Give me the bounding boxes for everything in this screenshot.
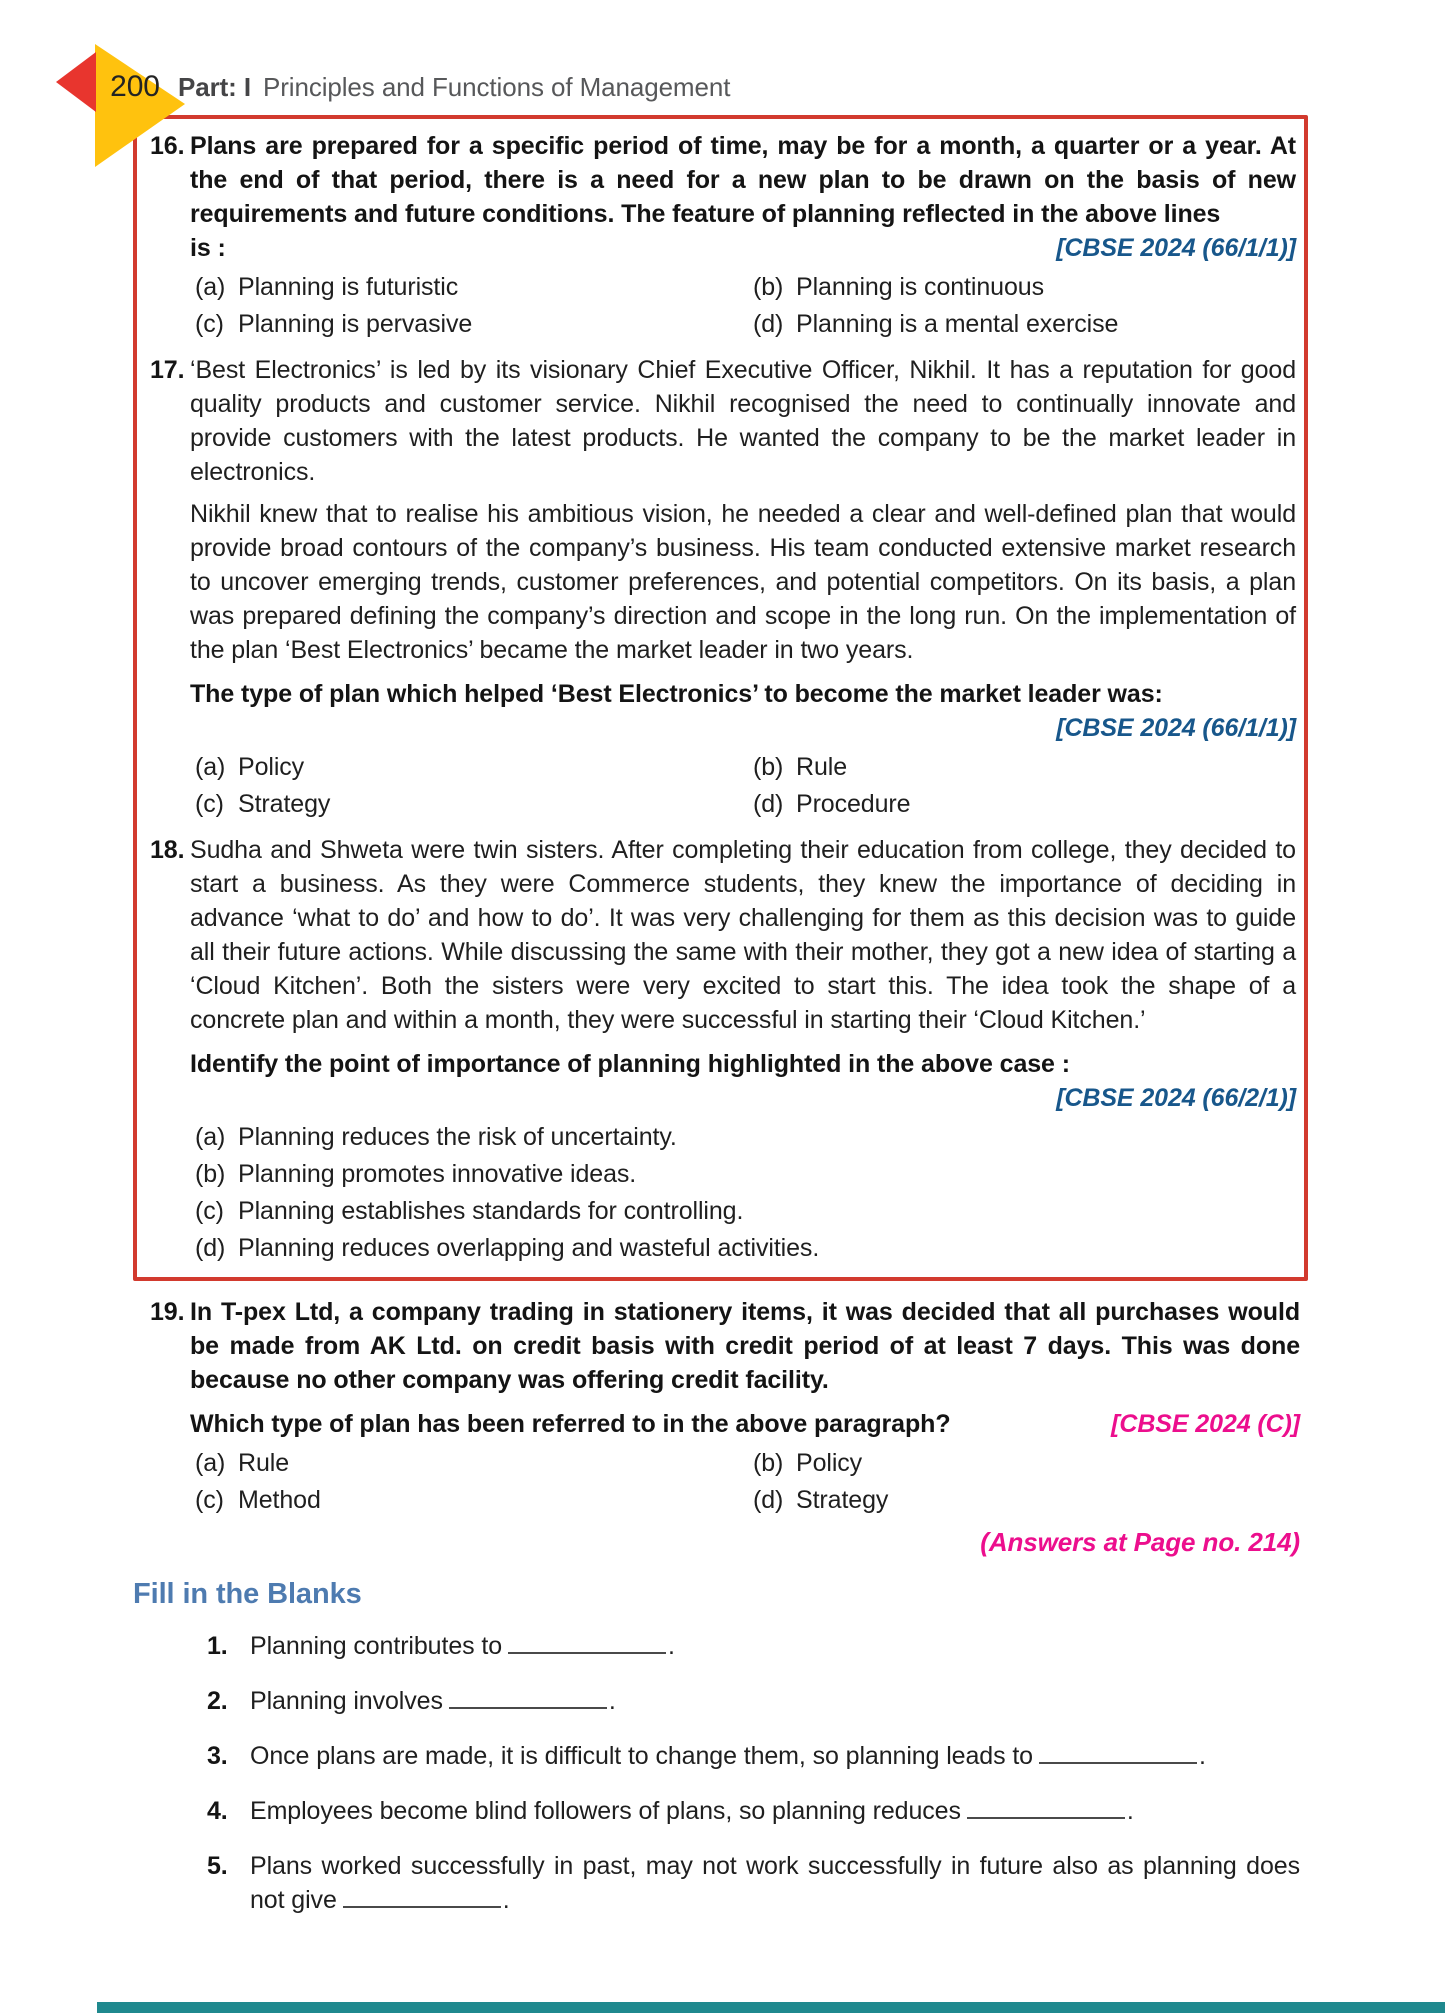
question-number: 18. [150,836,185,864]
option-c [190,307,748,341]
fill-item-2 [207,1684,1300,1718]
option-a [190,1120,1296,1154]
cbse-citation: [CBSE 2024 (66/1/1)] [1056,234,1296,262]
page-corner-marker [52,42,227,167]
part-title: Principles and Functions of Management [262,72,731,102]
option-letter: (a) [195,273,226,301]
question-line: The type of plan which helped ‘Best Electronics’ to become the market leader was: [190,680,1163,708]
option-letter: (b) [753,273,784,301]
option-text: Planning is futuristic [238,273,459,301]
footer-accent-bar [97,2002,1445,2013]
cbse-citation: [CBSE 2024 (C)] [1111,1410,1300,1438]
option-letter: (b) [753,753,784,781]
case-paragraph-1: ‘Best Electronics’ is led by its visionary Chief Executive Officer, Nikhil. It has a reputation for good quality products and customer service. Nikhil recognised the need to continually innovate and provide customers with the latest products. He wanted the company to be the market leader in electronics. [190,356,1296,486]
question-line: Identify the point of importance of planning highlighted in the above case : [190,1050,1070,1078]
option-text: Policy [796,1449,863,1477]
item-text-before: Planning involves [250,1687,443,1715]
item-number: 2. [207,1687,228,1715]
option-text: Planning is pervasive [238,310,473,338]
stem-tail-row [190,231,1296,265]
item-text [250,1629,1300,1663]
option-text: Planning is continuous [796,273,1044,301]
option-letter: (d) [195,1234,226,1262]
option-a [190,750,748,784]
fill-item-1 [207,1629,1300,1663]
option-a [190,1446,748,1480]
item-text-after: . [668,1632,675,1660]
item-number: 3. [207,1742,228,1770]
item-text-after: . [1198,1742,1206,1770]
option-d [748,1483,1300,1517]
citation-row [190,711,1296,745]
fill-item-4 [207,1794,1300,1828]
option-letter: (a) [195,1449,226,1477]
option-b [190,1157,1296,1191]
running-head [178,70,730,104]
item-text-after: . [502,1886,510,1914]
question-body [190,129,1296,341]
question-body [190,353,1296,821]
question-stem: Plans are prepared for a specific period of time, may be for a month, a quarter or a year. At the end of that period, there is a need for a new plan to be drawn on the basis of new requirements and future conditions. The feature of planning reflected in the above lines [190,132,1296,228]
item-text-after: . [608,1687,616,1715]
item-text-before: Once plans are made, it is difficult to change them, so planning leads to [250,1742,1033,1770]
fill-item-3 [207,1739,1300,1773]
option-a [190,270,748,304]
fill-item-5 [207,1849,1300,1917]
option-text: Rule [796,753,848,781]
blank-line [967,1797,1125,1820]
option-text: Planning is a mental exercise [796,310,1119,338]
option-letter: (c) [195,790,224,818]
case-paragraph-2: Nikhil knew that to realise his ambitious vision, he needed a clear and well-defined plan that would provide broad contours of the company’s business. His team conducted extensive market research to uncover emerging trends, customer preferences, and potential competitors. On its basis, a plan was prepared defining the company’s direction and scope in the long run. On the implementation of the plan ‘Best Electronics’ became the market leader in two years. [190,500,1296,664]
item-number: 5. [207,1852,228,1880]
item-number: 1. [207,1632,228,1660]
item-text [250,1849,1300,1917]
item-text [250,1739,1300,1773]
option-text: Planning establishes standards for controlling. [238,1197,744,1225]
case-paragraph-1: Sudha and Shweta were twin sisters. After completing their education from college, they decided to start a business. As they were Commerce students, they knew the importance of deciding in advance ‘what to do’ and how to do’. It was very challenging for them as this decision was to guide all their future actions. While discussing the same with their mother, they got a new idea of starting a ‘Cloud Kitchen’. Both the sisters were very excited to start this. The idea took the shape of a concrete plan and within a month, they were successful in starting their ‘Cloud Kitchen.’ [190,836,1296,1034]
option-letter: (b) [195,1160,226,1188]
part-label: Part: I [178,72,251,102]
option-c [190,1194,1296,1228]
question-number: 17. [150,356,185,384]
question-number: 19. [150,1298,185,1326]
yellow-triangle-icon [95,44,185,167]
blank-line [508,1632,666,1655]
option-d [748,787,1296,821]
item-text [250,1684,1300,1718]
option-text: Rule [238,1449,290,1477]
option-letter: (b) [753,1449,784,1477]
item-text-before: Employees become blind followers of plans, so planning reduces [250,1797,961,1825]
mcq-highlight-box [133,115,1308,1281]
blank-line [343,1886,501,1909]
option-text: Strategy [238,790,331,818]
item-text-after: . [1126,1797,1134,1825]
option-c [190,787,748,821]
item-text [250,1794,1300,1828]
option-text: Planning reduces overlapping and wasteful activities. [238,1234,820,1262]
option-letter: (c) [195,1486,224,1514]
page-number: 200 [110,70,160,103]
option-d [748,307,1296,341]
page-header [0,0,1445,115]
question-body [190,833,1296,1265]
question-number: 16. [150,132,185,160]
option-letter: (a) [195,753,226,781]
option-letter: (c) [195,1197,224,1225]
question-line-row [190,1407,1300,1441]
stem-tail: is : [190,234,226,262]
option-letter: (a) [195,1123,226,1151]
option-text: Policy [238,753,305,781]
option-text: Procedure [796,790,911,818]
option-text: Planning reduces the risk of uncertainty. [238,1123,677,1151]
option-letter: (c) [195,310,224,338]
option-letter: (d) [753,1486,784,1514]
fill-in-the-blanks-list [133,1629,1308,1917]
blank-line [449,1687,607,1710]
question-stem: In T-pex Ltd, a company trading in stationery items, it was decided that all purchases would be made from AK Ltd. on credit basis with credit period of at least 7 days. This was done because no other company was offering credit facility. [190,1298,1300,1394]
option-text: Strategy [796,1486,889,1514]
option-c [190,1483,748,1517]
item-text-before: Planning contributes to [250,1632,503,1660]
option-letter: (d) [753,790,784,818]
question-19 [150,1295,1300,1517]
item-number: 4. [207,1797,228,1825]
cbse-citation: [CBSE 2024 (66/1/1)] [1056,714,1296,742]
options-list [190,1446,1300,1517]
option-d [190,1231,1296,1265]
options-list [190,270,1296,341]
question-18 [150,833,1296,1265]
blank-line [1039,1742,1197,1765]
question-17 [150,353,1296,821]
item-text-before: Plans worked successfully in past, may not work successfully in future also as planning does not give [250,1852,1300,1914]
answers-note: (Answers at Page no. 214) [980,1527,1300,1557]
option-b [748,750,1296,784]
option-b [748,1446,1300,1480]
citation-row [190,1081,1296,1115]
cbse-citation: [CBSE 2024 (66/2/1)] [1056,1084,1296,1112]
options-list [190,1120,1296,1265]
question-line: Which type of plan has been referred to in the above paragraph? [190,1410,951,1438]
question-16 [150,129,1296,341]
fill-in-the-blanks-heading: Fill in the Blanks [133,1578,362,1610]
option-letter: (d) [753,310,784,338]
options-list [190,750,1296,821]
option-text: Method [238,1486,321,1514]
question-body [190,1295,1300,1517]
option-b [748,270,1296,304]
option-text: Planning promotes innovative ideas. [238,1160,637,1188]
red-triangle-icon [56,52,96,112]
